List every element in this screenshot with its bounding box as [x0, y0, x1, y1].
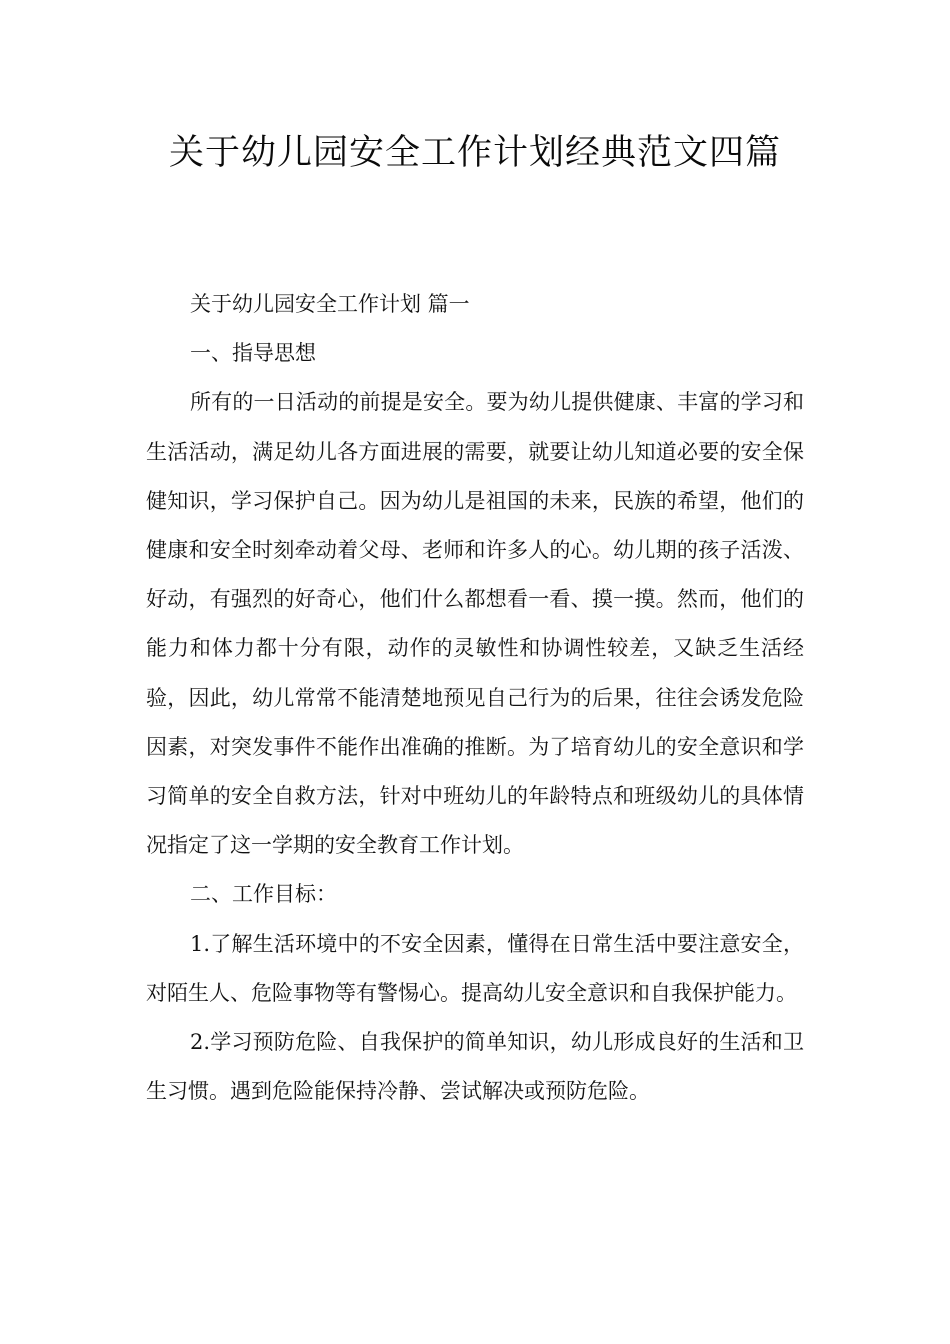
subsection-heading: 一、指导思想 — [190, 341, 316, 366]
section-heading: 关于幼儿园安全工作计划 篇一 — [190, 292, 470, 316]
document-title: 关于幼儿园安全工作计划经典范文四篇 — [168, 133, 781, 173]
body-paragraph: 2.学习预防危险、自我保护的简单知识，幼儿形成良好的生活和卫生习惯。遇到危险能保持冷静、尝试解决或预防危险。 — [146, 1030, 804, 1104]
subsection-heading: 二、工作目标： — [190, 882, 337, 907]
body-paragraph: 所有的一日活动的前提是安全。要为幼儿提供健康、丰富的学习和生活活动，满足幼儿各方面进展的需要，就要让幼儿知道必要的安全保健知识，学习保护自己。因为幼儿是祖国的未来，民族的希望，他们的健康和安全时刻牵动着父母、老师和许多人的心。幼儿期的孩子活泼、好动，有强烈的好奇心，他们什么都想看一看、摸一摸。然而，他们的能力和体力都十分有限，动作的灵敏性和协调性较差，又缺乏生活经验，因此，幼儿常常不能清楚地预见自己行为的后果，往往会诱发危险因素，对突发事件不能作出准确的推断。为了培育幼儿的安全意识和学习简单的安全自救方法，针对中班幼儿的年龄特点和班级幼儿的具体情况指定了这一学期的安全教育工作计划。 — [146, 390, 804, 858]
document-body — [146, 280, 804, 1116]
body-paragraph: 1.了解生活环境中的不安全因素，懂得在日常生活中要注意安全，对陌生人、危险事物等有警惕心。提高幼儿安全意识和自我保护能力。 — [146, 931, 804, 1005]
